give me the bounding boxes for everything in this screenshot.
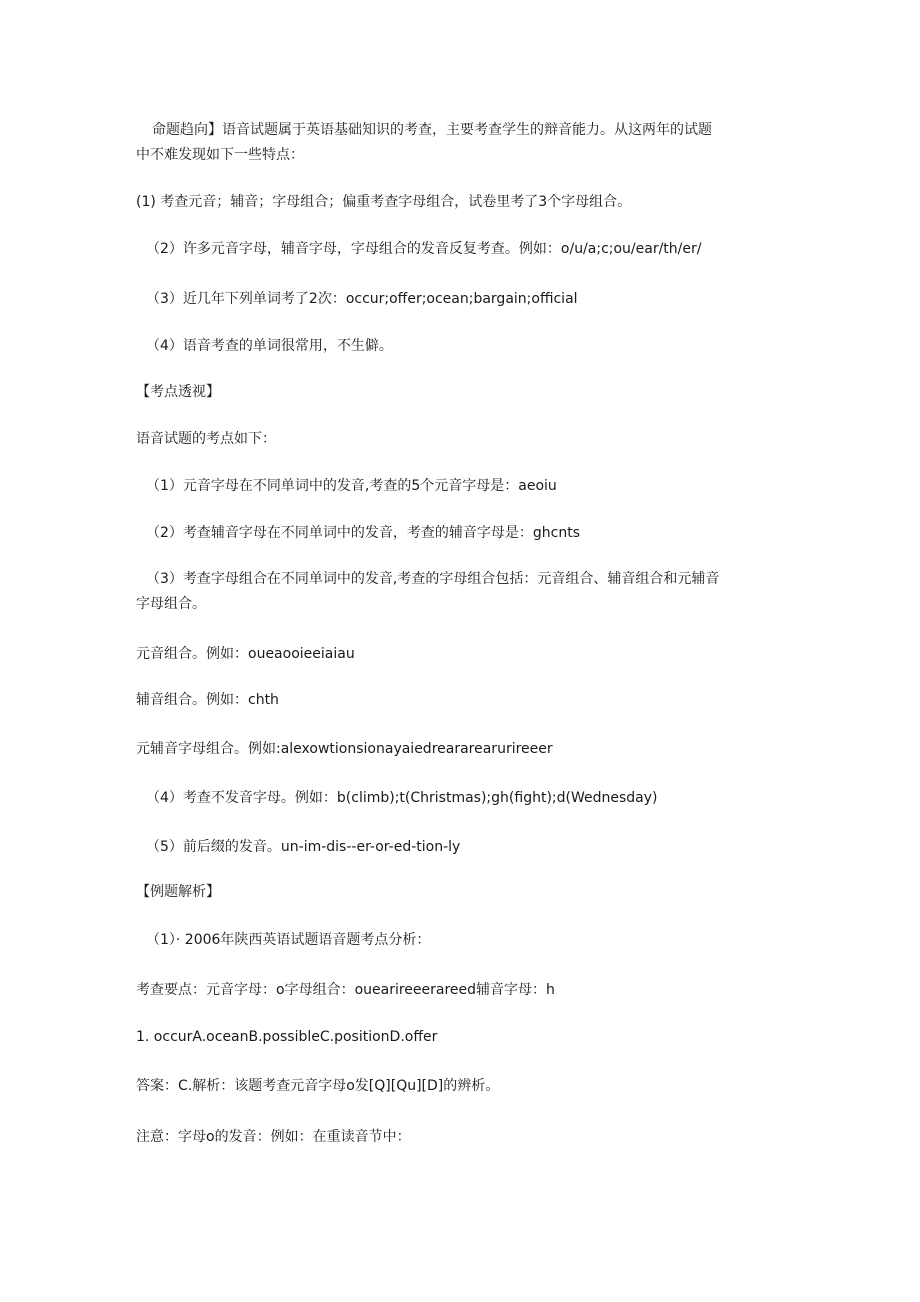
section-heading-examples: 【例题解析】: [136, 884, 220, 900]
section-heading-points: 【考点透视】: [136, 384, 220, 400]
combo-vowel: 元音组合。例如：oueaooieeiaiau: [136, 646, 355, 662]
key-points: 考查要点：元音字母：o字母组合：ouearireeerareed辅音字母：h: [136, 982, 555, 998]
feature-item-1: (1) 考查元音；辅音；字母组合；偏重考查字母组合，试卷里考了3个字母组合。: [136, 194, 632, 210]
point-item-1: （1）元音字母在不同单词中的发音,考查的5个元音字母是：aeoiu: [146, 478, 557, 494]
question-1: 1. occurA.oceanB.possibleC.positionD.offer: [136, 1029, 438, 1045]
feature-item-3: （3）近几年下列单词考了2次：occur;offer;ocean;bargain;official: [146, 291, 578, 307]
point-item-5: （5）前后缀的发音。un-im-dis--er-or-ed-tion-ly: [146, 839, 461, 855]
feature-item-2: （2）许多元音字母，辅音字母，字母组合的发音反复考查。例如：o/u/a;c;ou/ear/th/er/: [146, 241, 702, 257]
feature-item-4: （4）语音考查的单词很常用，不生僻。: [146, 338, 393, 354]
intro-line-2: 中不难发现如下一些特点：: [136, 147, 304, 163]
point-item-3-cont: 字母组合。: [136, 596, 206, 612]
points-intro: 语音试题的考点如下：: [136, 431, 276, 447]
point-item-3: （3）考查字母组合在不同单词中的发音,考查的字母组合包括：元音组合、辅音组合和元辅音: [146, 571, 720, 587]
example-1-title: （1）· 2006年陕西英语试题语音题考点分析：: [146, 932, 431, 948]
combo-mixed: 元辅音字母组合。例如:alexowtionsionayaiedreararearurireeer: [136, 741, 553, 757]
point-item-4: （4）考查不发音字母。例如：b(climb);t(Christmas);gh(fight);d(Wednesday): [146, 790, 658, 806]
point-item-2: （2）考查辅音字母在不同单词中的发音，考查的辅音字母是：ghcnts: [146, 525, 581, 541]
intro-line-1: 命题趋向】语音试题属于英语基础知识的考查，主要考查学生的辩音能力。从这两年的试题: [152, 122, 712, 138]
note-line: 注意：字母o的发音：例如：在重读音节中：: [136, 1129, 411, 1145]
answer-line: 答案：C.解析：该题考查元音字母o发[Q][Qu][D]的辨析。: [136, 1078, 500, 1094]
combo-consonant: 辅音组合。例如：chth: [136, 692, 279, 708]
